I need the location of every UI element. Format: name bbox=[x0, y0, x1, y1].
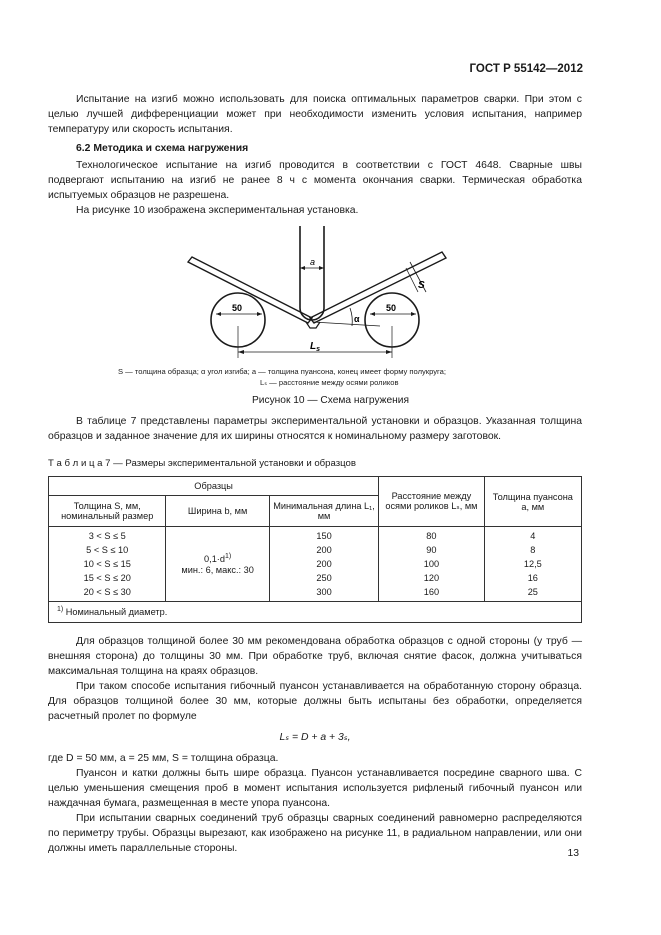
table-cell: 300 bbox=[316, 587, 332, 597]
table-cell: 5 < S ≤ 10 bbox=[86, 545, 129, 555]
table-cell: 25 bbox=[527, 587, 538, 597]
table-cell: 10 < S ≤ 15 bbox=[83, 559, 131, 569]
table-col-thickness bbox=[49, 527, 166, 602]
dimensions-table bbox=[48, 476, 582, 623]
table-cell: 90 bbox=[426, 545, 437, 555]
label-a: a bbox=[310, 257, 316, 267]
body-paragraph-1: Для образцов толщиной более 30 мм рекомендована обработка образцов с одной стороны (у труб — внешняя сторона) до толщины 30 мм. При обработке труб, включая снятие фасок, должна учитываться максимальная толщина на краях образцов. bbox=[48, 636, 582, 677]
table-header-distance: Расстояние между осями роликов Lₛ, мм bbox=[379, 477, 484, 527]
table-header-punch: Толщина пуансона a, мм bbox=[484, 477, 581, 527]
table-intro-block bbox=[48, 414, 582, 444]
table-cell: 200 bbox=[316, 545, 332, 555]
table-col-distance bbox=[379, 527, 484, 602]
table-caption: Т а б л и ц а 7 — Размеры экспериментальной установки и образцов bbox=[48, 458, 356, 469]
table-cell: 150 bbox=[316, 531, 332, 541]
table-intro-paragraph: В таблице 7 представлены параметры экспериментальной установки и образцов. Указанная толщина образцов и заданное значение для их ширины относятся к номинальному размеру заготовок. bbox=[48, 416, 582, 442]
roller-right-label: 50 bbox=[386, 303, 397, 313]
table-cell: 8 bbox=[530, 545, 536, 555]
table-cell: 120 bbox=[423, 573, 440, 583]
table-header-width: Ширина b, мм bbox=[166, 496, 269, 527]
table-header-length: Минимальная длина L₁, мм bbox=[269, 496, 378, 527]
label-ls: $L_s$ bbox=[310, 341, 321, 353]
table-cell: 4 bbox=[530, 531, 536, 541]
table-footnote: $^{1)}$ Номинальный диаметр. bbox=[49, 602, 582, 623]
label-alpha: α bbox=[354, 314, 360, 324]
section-paragraph-1: Технологическое испытание на изгиб проводится в соответствии с ГОСТ 4648. Сварные швы подвергают испытанию на изгиб не ранее 8 ч с момента окончания сварки. Термическая обработка испытуемых образцов не разрешена. bbox=[48, 160, 582, 201]
width-value: 0,1·d bbox=[204, 554, 225, 565]
table-col-length bbox=[269, 527, 378, 602]
roller-left-label: 50 bbox=[232, 303, 243, 313]
table-cell: 15 < S ≤ 20 bbox=[83, 573, 131, 583]
body-paragraph-4: Пуансон и катки должны быть шире образца. Пуансон устанавливается посредине сварного шва. С целью уменьшения смещения проб в момент испытания используется рифленый гибочный пуансон или наждачная бумага, размещенная в месте упора пуансона. bbox=[48, 768, 582, 809]
table-cell: 100 bbox=[423, 559, 440, 569]
table-cell: 80 bbox=[426, 531, 437, 541]
body-paragraph-2: При таком способе испытания гибочный пуансон устанавливается на обработанную сторону образца. Для образцов толщиной более 30 мм, которые должны быть испытаны без обработки, определяется расчетный пролет по формуле bbox=[48, 681, 582, 722]
table-cell: 20 < S ≤ 30 bbox=[83, 587, 131, 597]
page-number: 13 bbox=[567, 848, 579, 859]
body-paragraph-3: где D = 50 мм, a = 25 мм, S = толщина образца. bbox=[48, 753, 279, 764]
table-cell: 12,5 bbox=[523, 559, 542, 569]
table-cell: 250 bbox=[316, 573, 332, 583]
table-cell: 3 < S ≤ 5 bbox=[88, 531, 126, 541]
table-col-punch bbox=[484, 527, 581, 602]
section-block bbox=[48, 141, 582, 218]
intro-block bbox=[48, 92, 582, 137]
specimen-right bbox=[310, 252, 446, 323]
width-footnote-mark: 1) bbox=[224, 553, 232, 561]
label-s: S bbox=[418, 280, 425, 291]
width-limits: мин.: 6, макс.: 30 bbox=[181, 564, 254, 575]
table-cell: 16 bbox=[527, 573, 538, 583]
table-cell: 160 bbox=[423, 587, 440, 597]
body-block bbox=[48, 634, 582, 856]
figure-legend-line-2: Lₛ — расстояние между осями роликов bbox=[260, 378, 399, 387]
table-header-thickness: Толщина S, мм, номинальный размер bbox=[49, 496, 166, 527]
table-col-width bbox=[166, 527, 269, 602]
specimen-left bbox=[188, 257, 312, 323]
figure-caption: Рисунок 10 — Схема нагружения bbox=[251, 395, 410, 406]
figure-legend bbox=[118, 366, 538, 388]
document-header: ГОСТ Р 55142—2012 bbox=[469, 63, 583, 75]
punch-shape bbox=[300, 226, 324, 320]
section-paragraph-2: На рисунке 10 изображена экспериментальная установка. bbox=[76, 205, 359, 216]
formula: Lₛ = D + a + 3ₛ, bbox=[279, 732, 351, 743]
body-paragraph-5: При испытании сварных соединений труб образцы сварных соединений равномерно распределяются по периметру трубы. Образцы вырезают, как изображено на рисунке 11, в радиальном направлении, или они должны иметь параллельные стороны. bbox=[48, 813, 582, 854]
table-group-header: Образцы bbox=[49, 477, 379, 496]
section-title: 6.2 Методика и схема нагружения bbox=[76, 143, 249, 154]
intro-paragraph: Испытание на изгиб можно использовать для поиска оптимальных параметров сварки. При этом с целью лучшей дифференциации может при необходимости изменить условия испытания, например температуру или скорость испытания. bbox=[48, 94, 582, 135]
table-cell: 200 bbox=[316, 559, 332, 569]
loading-scheme-figure bbox=[180, 222, 470, 367]
figure-legend-line-1: S — толщина образца; α угол изгиба; a — толщина пуансона, конец имеет форму полукруга; bbox=[118, 367, 446, 376]
